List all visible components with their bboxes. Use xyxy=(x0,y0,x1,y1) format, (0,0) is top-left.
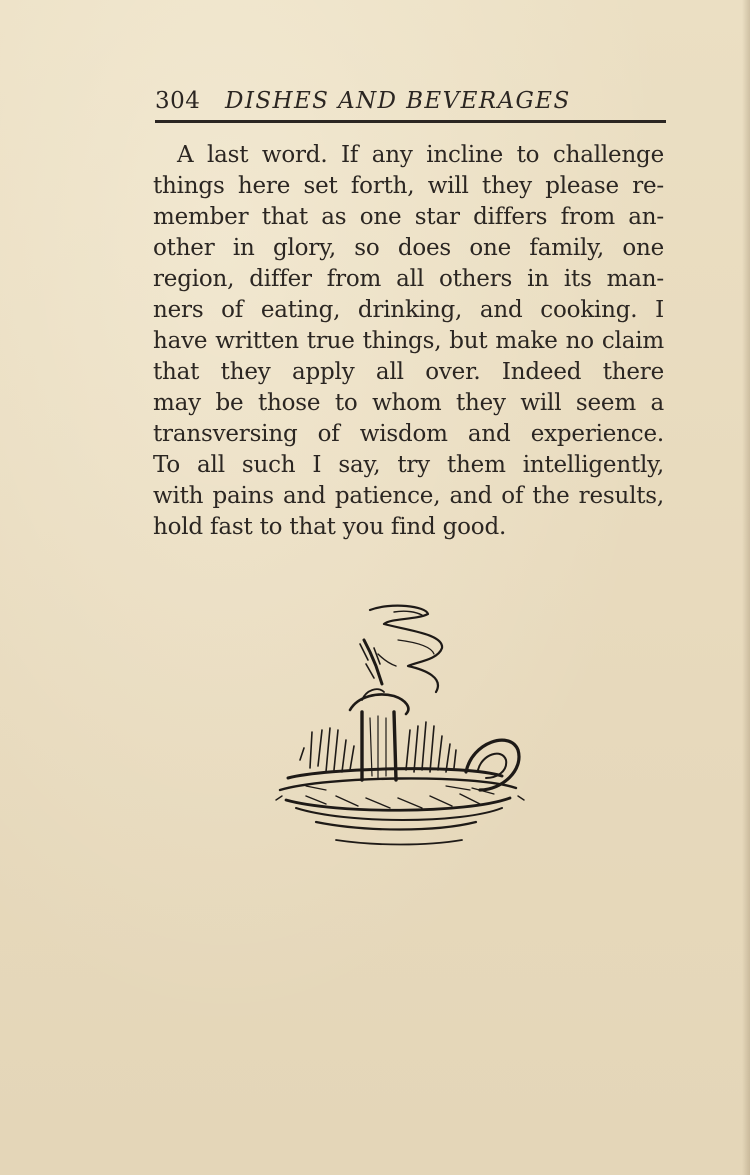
text-line: member that as one star differs from an- xyxy=(153,204,664,230)
text-line: hold fast to that you find good. xyxy=(153,514,507,540)
text-line: with pains and patience, and of the results, xyxy=(153,483,664,509)
body-paragraph xyxy=(153,140,664,543)
text-line: transversing of wisdom and experience. xyxy=(153,421,664,447)
header-rule xyxy=(155,120,666,123)
text-line: other in glory, so does one family, one xyxy=(153,235,664,261)
page-spine-shadow xyxy=(742,0,750,1175)
text-line: have written true things, but make no claim xyxy=(153,328,664,354)
text-line: region, differ from all others in its man- xyxy=(153,266,664,292)
text-line: things here set forth, will they please re- xyxy=(153,173,664,199)
running-header xyxy=(155,84,666,118)
text-line: A last word. If any incline to challenge xyxy=(177,142,664,168)
text-line: that they apply all over. Indeed there xyxy=(153,359,664,385)
text-line: To all such I say, try them intelligently, xyxy=(153,452,664,478)
candlestick-icon xyxy=(266,600,536,860)
text-line: ners of eating, drinking, and cooking. I xyxy=(153,297,664,323)
text-line: may be those to whom they will seem a xyxy=(153,390,664,416)
running-title: DISHES AND BEVERAGES xyxy=(225,88,571,114)
page-number: 304 xyxy=(155,88,201,114)
